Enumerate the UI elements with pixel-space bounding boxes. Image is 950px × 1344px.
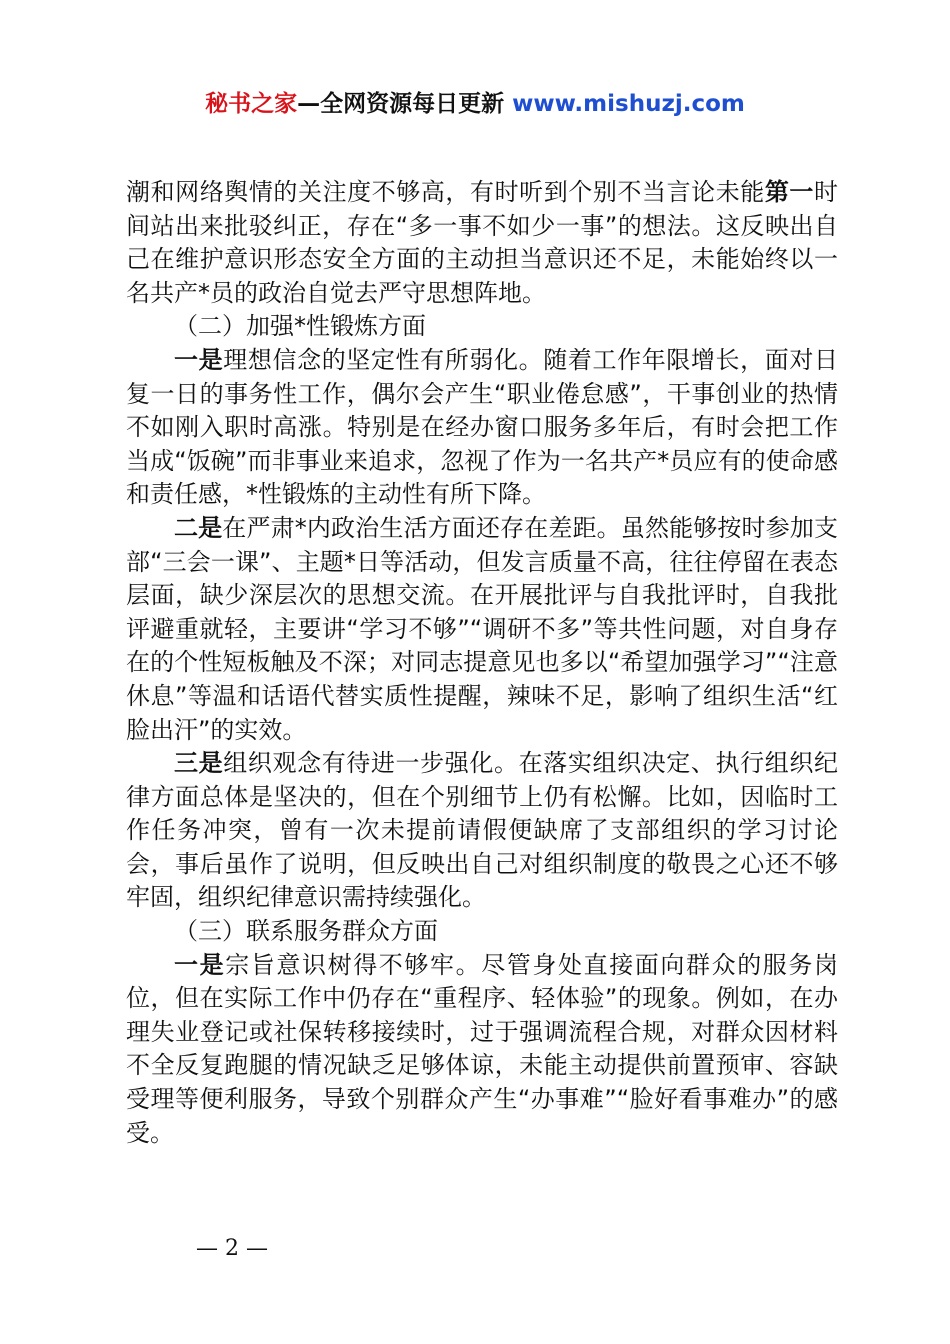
site-url-link[interactable]: www.mishuzj.com	[512, 91, 745, 117]
paragraph-point-1	[126, 344, 838, 512]
paragraph-text: 在严肃*内政治生活方面还存在差距。虽然能够按时参加支部“三会一课”、主题*日等活动，但发言质量不高，往往停留在表态层面，缺少深层次的思想交流。在开展批评与自我批评时，自我批评避重就轻，主要讲“学习不够”“调研不多”等共性问题，对自身存在的个性短板触及不深；对同志提意见也多以“希望加强学习”“注意休息”等温和话语代替实质性提醒，辣味不足，影响了组织生活“红脸出汗”的实效。	[126, 513, 838, 744]
page-number: — 2 —	[196, 1236, 268, 1261]
point-label: 一是	[174, 345, 224, 374]
point-label: 一是	[174, 950, 226, 979]
brand-name: 秘书之家	[205, 91, 298, 117]
document-body	[126, 176, 838, 1150]
section-heading-2: （二）加强*性锻炼方面	[174, 312, 426, 341]
paragraph-point-3	[126, 747, 838, 915]
point-label: 三是	[174, 749, 224, 778]
site-header	[0, 88, 950, 120]
section-heading-3: （三）联系服务群众方面	[174, 917, 438, 946]
point-label: 二是	[174, 513, 223, 542]
header-tagline: —全网资源每日更新	[297, 91, 513, 117]
paragraph-text: 理想信念的坚定性有所弱化。随着工作年限增长，面对日复一日的事务性工作，偶尔会产生“职业倦怠感”，干事创业的热情不如刚入职时高涨。特别是在经办窗口服务多年后，有时会把工作当成“饭碗”而非事业来追求，忽视了作为一名共产*员应有的使命感和责任感，*性锻炼的主动性有所下降。	[126, 345, 839, 509]
paragraph-text: 时间站出来批驳纠正，存在“多一事不如少一事”的想法。这反映出自己在维护意识形态安全方面的主动担当意识还不足，未能始终以一名共产*员的政治自觉去严守思想阵地。	[126, 178, 839, 307]
paragraph-point-2	[126, 512, 838, 747]
paragraph-text: 组织观念有待进一步强化。在落实组织决定、执行组织纪律方面总体是坚决的，但在个别细节上仍有松懈。比如，因临时工作任务冲突，曾有一次未提前请假便缺席了支部组织的学习讨论会，事后虽作了说明，但反映出自己对组织制度的敬畏之心还不够牢固，组织纪律意识需持续强化。	[126, 749, 839, 912]
paragraph-continuation	[126, 176, 838, 310]
paragraph-bold-text: 第一	[764, 178, 815, 206]
paragraph-text: 潮和网络舆情的关注度不够高，有时听到个别不当言论未能	[126, 178, 765, 206]
paragraph-text: 宗旨意识树得不够牢。尽管身处直接面向群众的服务岗位，但在实际工作中仍存在“重程序、轻体验”的现象。例如，在办理失业登记或社保转移接续时，过于强调流程合规，对群众因材料不全反复跑腿的情况缺乏足够体谅，未能主动提供前置预审、容缺受理等便利服务，导致个别群众产生“办事难”“脸好看事难办”的感受。	[126, 950, 839, 1147]
paragraph-point-4	[126, 949, 838, 1151]
